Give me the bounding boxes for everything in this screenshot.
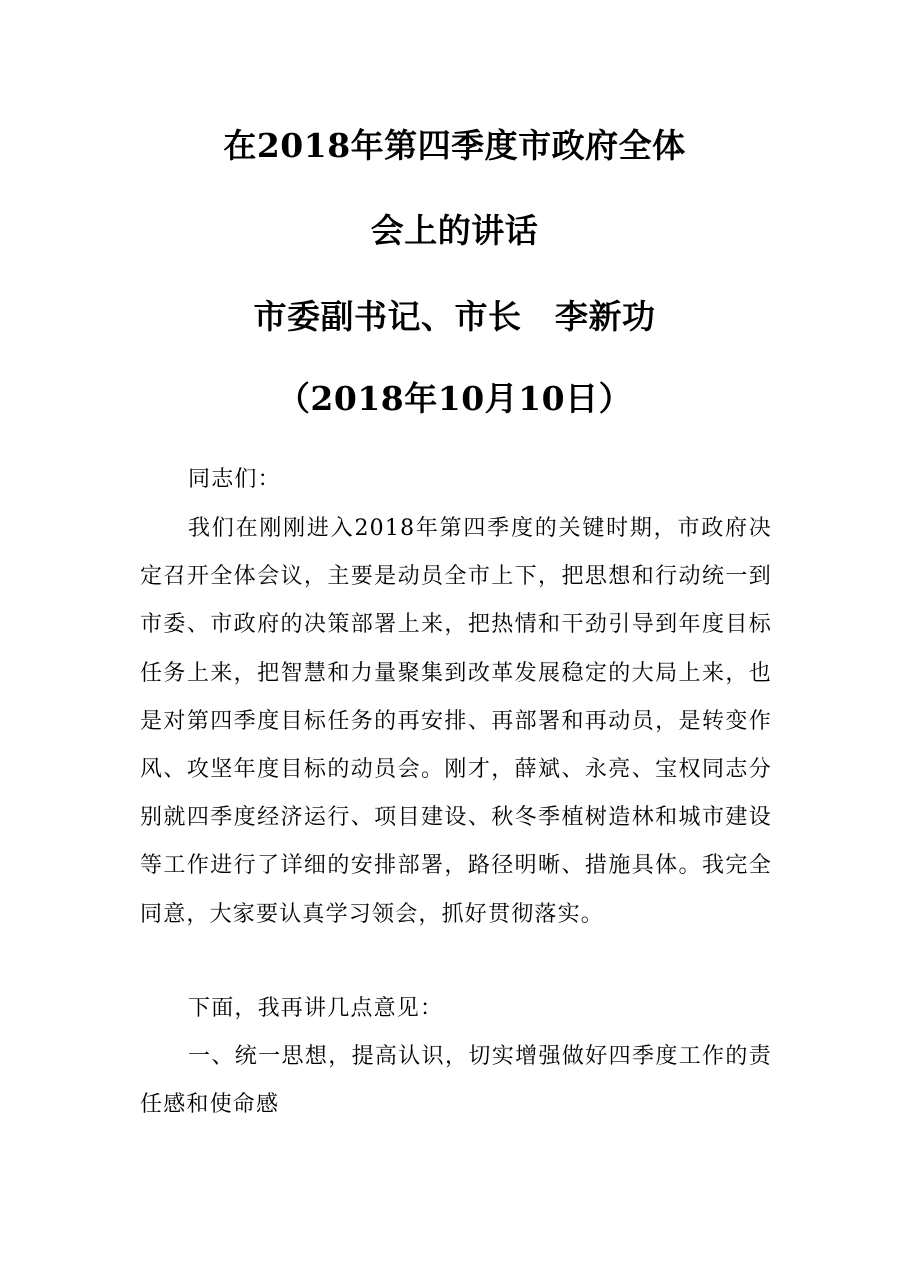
- greeting-paragraph: 同志们：: [188, 467, 281, 492]
- speaker-line: 市委副书记、市长 李新功: [253, 297, 656, 336]
- speech-date: （2018年10月10日）: [276, 379, 633, 418]
- section-1-heading: 一、统一思想，提高认识，切实增强做好四季度工作的责任感和使命感: [140, 1044, 772, 1118]
- document-title-line-1: 在2018年第四季度市政府全体: [223, 126, 686, 165]
- transition-paragraph: 下面，我再讲几点意见：: [188, 996, 444, 1021]
- document-title-line-2: 会上的讲话: [370, 211, 539, 250]
- opening-paragraph: 我们在刚刚进入2018年第四季度的关键时期，市政府决定召开全体会议，主要是动员全市上下，把思想和行动统一到市委、市政府的决策部署上来，把热情和干劲引导到年度目标任务上来，把智慧和力量聚集到改革发展稳定的大局上来，也是对第四季度目标任务的再安排、再部署和再动员，是转变作风、攻坚年度目标的动员会。刚才，薛斌、永亮、宝权同志分别就四季度经济运行、项目建设、秋冬季植树造林和城市建设等工作进行了详细的安排部署，路径明晰、措施具体。我完全同意，大家要认真学习领会，抓好贯彻落实。: [140, 516, 772, 927]
